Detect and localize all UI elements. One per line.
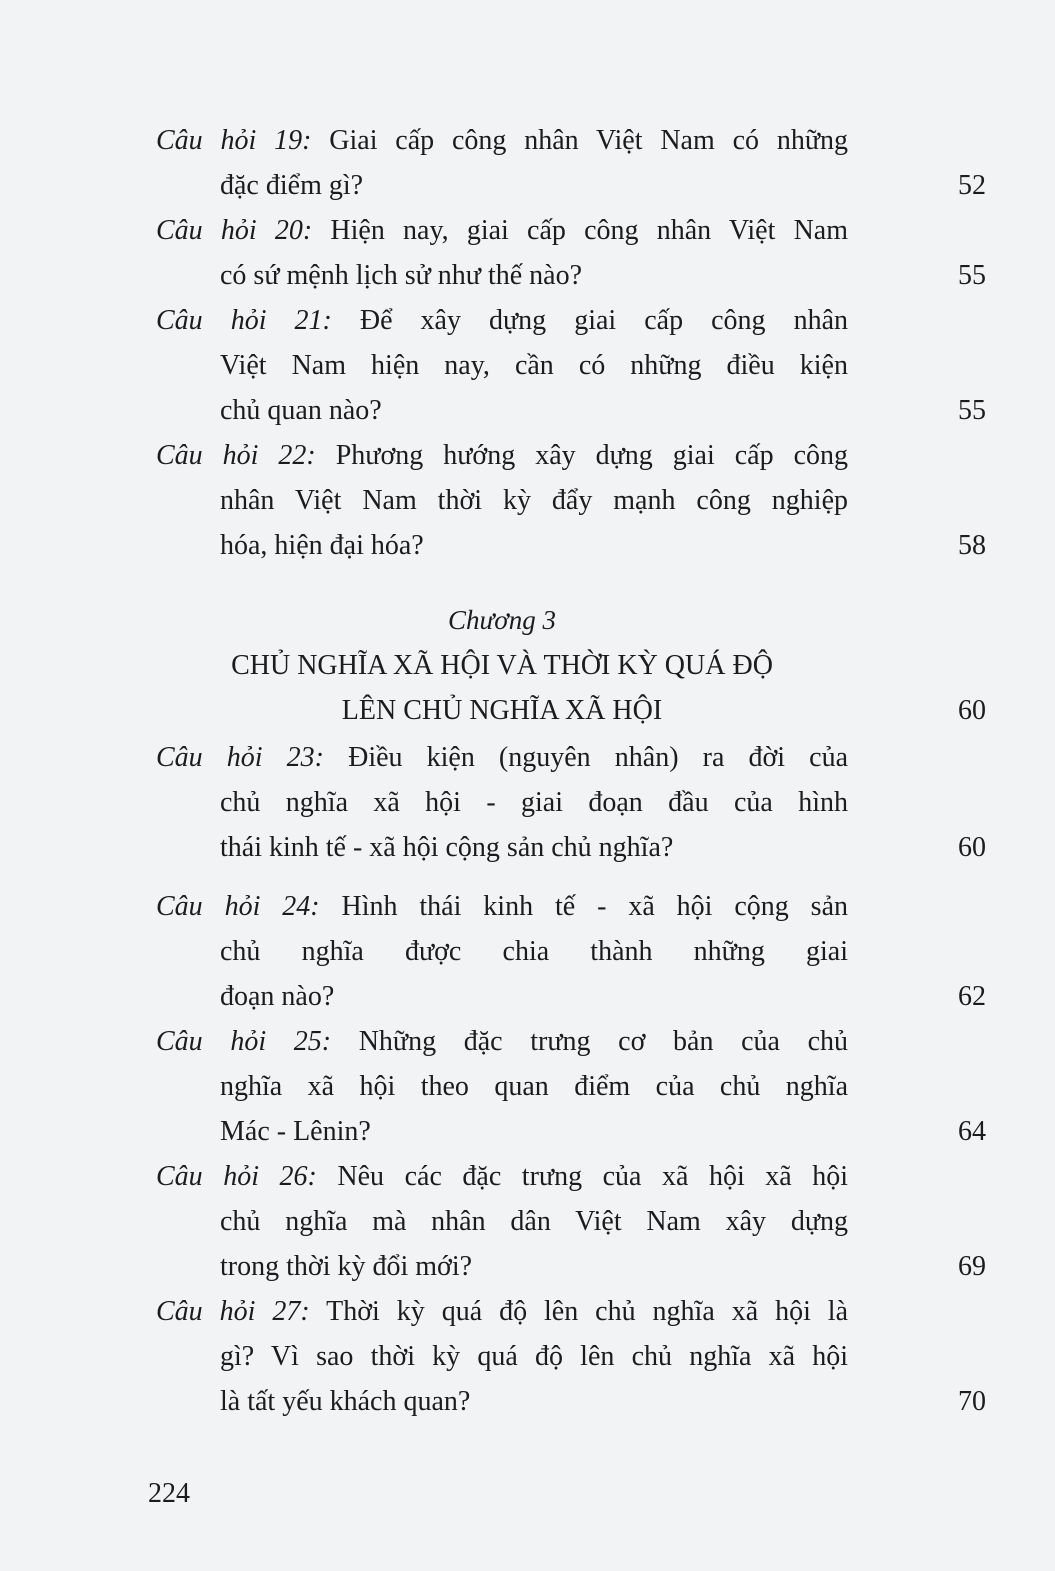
entry-title-text: Những đặc trưng cơ bản của chủ: [358, 1026, 849, 1057]
page-ref: 64: [958, 1116, 986, 1147]
entry-text: [156, 1289, 848, 1334]
toc-line: [156, 253, 986, 298]
entry-title-text: Mác - Lênin?: [220, 1116, 371, 1147]
toc-line: [156, 1289, 986, 1334]
entry-title-text: đặc điểm gì?: [220, 170, 364, 201]
toc-line: [156, 1109, 986, 1154]
entry-title-text: chủ nghĩa xã hội - giai đoạn đầu của hình: [220, 787, 848, 818]
toc-line: [156, 884, 986, 929]
toc-line: [156, 388, 986, 433]
entry-text: [220, 780, 848, 825]
toc-entry: [156, 735, 986, 870]
toc-line: [156, 974, 986, 1019]
question-label: Câu hỏi 24:: [156, 891, 320, 922]
toc-line: [156, 163, 986, 208]
chapter-title-line: [156, 688, 986, 733]
entry-text: [156, 1154, 848, 1199]
toc-line: [156, 1334, 986, 1379]
page-ref: 55: [958, 395, 986, 426]
entry-text: [220, 1199, 848, 1244]
toc-entry: [156, 1289, 986, 1424]
entry-text: [156, 1019, 848, 1064]
toc-line: [156, 780, 986, 825]
entry-text: [156, 208, 848, 253]
page-ref: 60: [958, 695, 986, 726]
toc-line: [156, 208, 986, 253]
entry-title-text: nghĩa xã hội theo quan điểm của chủ nghĩa: [220, 1071, 848, 1102]
page-ref: 62: [958, 981, 986, 1012]
toc-line: [156, 1154, 986, 1199]
entry-title-text: Thời kỳ quá độ lên chủ nghĩa xã hội là: [326, 1296, 849, 1327]
question-label: Câu hỏi 27:: [156, 1296, 310, 1327]
entry-title-text: Điều kiện (nguyên nhân) ra đời của: [348, 742, 849, 773]
entry-text: [220, 253, 848, 298]
chapter-number: Chương 3: [448, 605, 556, 635]
entry-text: [220, 825, 848, 870]
entry-text: [220, 1109, 848, 1154]
page-ref: 52: [958, 170, 986, 201]
entry-title-text: là tất yếu khách quan?: [220, 1386, 471, 1417]
entry-text: [220, 1064, 848, 1109]
entry-title-text: thái kinh tế - xã hội cộng sản chủ nghĩa?: [220, 832, 674, 863]
entry-text: [220, 343, 848, 388]
entry-title-text: gì? Vì sao thời kỳ quá độ lên chủ nghĩa xã hội: [220, 1341, 848, 1372]
entry-title-text: chủ quan nào?: [220, 395, 382, 426]
page-ref: 60: [958, 832, 986, 863]
toc-line: [156, 433, 986, 478]
question-label: Câu hỏi 23:: [156, 742, 324, 773]
toc-entry: [156, 1019, 986, 1154]
question-label: Câu hỏi 19:: [156, 125, 312, 156]
question-label: Câu hỏi 20:: [156, 215, 313, 246]
entry-title-text: chủ nghĩa được chia thành những giai: [220, 936, 848, 967]
entry-text: [156, 298, 848, 343]
page-number: 224: [148, 1478, 190, 1509]
toc-line: [156, 1199, 986, 1244]
chapter-number-line: [156, 598, 986, 643]
toc-line: [156, 1244, 986, 1289]
chapter-title: LÊN CHỦ NGHĨA XÃ HỘI: [341, 695, 663, 726]
toc-entry: [156, 1154, 986, 1289]
page-ref: 70: [958, 1386, 986, 1417]
entry-title-text: Giai cấp công nhân Việt Nam có những: [329, 125, 849, 156]
entry-text: [220, 478, 848, 523]
toc-line: [156, 478, 986, 523]
entry-title-text: Để xây dựng giai cấp công nhân: [359, 305, 849, 336]
table-of-contents: [156, 118, 986, 1424]
entry-text: [220, 163, 848, 208]
toc-line: [156, 1019, 986, 1064]
toc-entry: [156, 433, 986, 568]
entry-title-text: Hình thái kinh tế - xã hội cộng sản: [341, 891, 848, 922]
toc-line: [156, 929, 986, 974]
entry-text: [220, 929, 848, 974]
entry-title-text: nhân Việt Nam thời kỳ đẩy mạnh công nghiệp: [220, 485, 848, 516]
question-label: Câu hỏi 22:: [156, 440, 316, 471]
page-ref: 69: [958, 1251, 986, 1282]
chapter-title: CHỦ NGHĨA XÃ HỘI VÀ THỜI KỲ QUÁ ĐỘ: [231, 650, 773, 681]
chapter-title-line: [156, 643, 986, 688]
entry-title-text: Nêu các đặc trưng của xã hội xã hội: [337, 1161, 849, 1192]
entry-text: [220, 1379, 848, 1424]
entry-title-text: đoạn nào?: [220, 981, 335, 1012]
entry-title-text: có sứ mệnh lịch sử như thế nào?: [220, 260, 583, 291]
question-label: Câu hỏi 26:: [156, 1161, 317, 1192]
toc-line: [156, 298, 986, 343]
entry-text: [220, 523, 848, 568]
entry-text: [156, 118, 848, 163]
entry-text: [156, 884, 848, 929]
question-label: Câu hỏi 25:: [156, 1026, 332, 1057]
entry-title-text: chủ nghĩa mà nhân dân Việt Nam xây dựng: [220, 1206, 848, 1237]
page-ref: 55: [958, 260, 986, 291]
entry-text: [220, 1334, 848, 1379]
toc-line: [156, 118, 986, 163]
entry-text: [220, 1244, 848, 1289]
toc-line: [156, 523, 986, 568]
entry-title-text: trong thời kỳ đổi mới?: [220, 1251, 473, 1282]
entry-text: [156, 735, 848, 780]
toc-entry: [156, 298, 986, 433]
question-label: Câu hỏi 21:: [156, 305, 332, 336]
toc-line: [156, 343, 986, 388]
entry-title-text: Phương hướng xây dựng giai cấp công: [335, 440, 848, 471]
toc-entry: [156, 118, 986, 208]
toc-entry: [156, 208, 986, 298]
entry-title-text: hóa, hiện đại hóa?: [220, 530, 424, 561]
entry-text: [156, 433, 848, 478]
toc-line: [156, 1064, 986, 1109]
entry-title-text: Hiện nay, giai cấp công nhân Việt Nam: [330, 215, 848, 246]
entry-title-text: Việt Nam hiện nay, cần có những điều kiện: [220, 350, 848, 381]
toc-entry: [156, 884, 986, 1019]
chapter-heading: [156, 598, 986, 733]
toc-line: [156, 825, 986, 870]
page-ref: 58: [958, 530, 986, 561]
toc-line: [156, 735, 986, 780]
entry-text: [220, 974, 848, 1019]
toc-line: [156, 1379, 986, 1424]
entry-text: [220, 388, 848, 433]
